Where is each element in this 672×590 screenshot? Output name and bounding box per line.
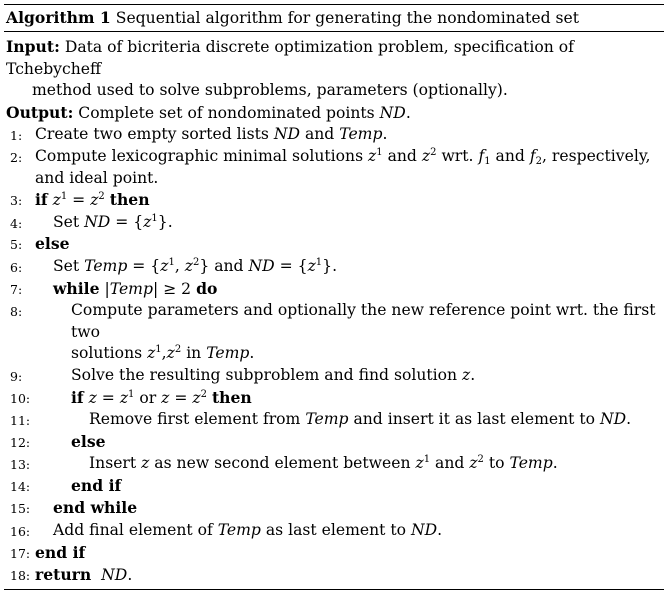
algo-line-3: 3: if $z^1 = z^2$ then: [4, 189, 664, 212]
line-text: and: [382, 146, 422, 165]
line-number: 11:: [10, 413, 31, 429]
math-nd: ND: [84, 212, 111, 231]
math-z: z: [462, 365, 471, 384]
algo-line-12: [4, 431, 664, 454]
math-z: z: [119, 388, 129, 407]
algo-line-17: [4, 542, 664, 565]
keyword-return: return: [35, 565, 92, 585]
keyword-then: then: [211, 387, 252, 407]
line-number: 15:: [10, 501, 31, 517]
algo-line-5: [4, 233, 664, 256]
line-number: 18:: [10, 568, 31, 584]
line-text: to: [483, 454, 510, 473]
line-text: as new second element between: [149, 454, 416, 473]
algo-line-6: 6: Set Temp = {$z^1$, $z^2$} and ND = $\{z^1\}$.: [4, 256, 664, 278]
line-text: Remove first element from: [89, 410, 306, 429]
line-text: Compute parameters and optionally the new reference point wrt. the first two: [71, 301, 656, 341]
input-label: Input:: [6, 37, 60, 56]
math-temp: Temp: [305, 410, 349, 429]
math-nd: ND: [600, 410, 627, 429]
math-temp: Temp: [217, 521, 261, 540]
algo-line-8: 8: Compute parameters and optionally the new reference point wrt. the first two solutions $z^1,z^2$ in Temp.: [4, 300, 664, 365]
math-z: z: [421, 146, 431, 165]
math-temp: Temp: [339, 125, 383, 144]
line-number: 4:: [10, 215, 23, 231]
line-text: solutions: [71, 344, 148, 363]
line-number: 12:: [10, 434, 31, 450]
line-number: 6:: [10, 259, 23, 275]
line-number: 13:: [10, 457, 31, 473]
line-text: and: [490, 146, 530, 165]
algo-line-2: 2: Compute lexicographic minimal solutions $z^1$ and $z^2$ wrt. $f_1$ and $f_2$, respectively, and ideal point.: [4, 146, 664, 189]
math-f: f: [529, 146, 536, 165]
algo-line-7: 7: while |Temp| ≥ 2 do: [4, 278, 664, 301]
line-text: in: [181, 344, 207, 363]
keyword-if: if: [35, 190, 48, 210]
caption-label: Algorithm 1: [6, 8, 111, 27]
line-number: 2:: [10, 149, 23, 165]
line-number: 3:: [10, 193, 23, 209]
algorithm-lines: [4, 124, 664, 588]
line-text: and ideal point.: [35, 168, 159, 187]
line-text: Insert: [89, 454, 142, 473]
math-temp: Temp: [84, 256, 128, 275]
math-z: z: [368, 146, 377, 165]
math-z: z: [192, 388, 201, 407]
math-z: z: [147, 344, 156, 363]
algo-line-1: 1: Create two empty sorted lists ND and Temp.: [4, 124, 664, 146]
math-nd: ND: [248, 256, 275, 275]
math-temp: Temp: [206, 344, 250, 363]
line-number: 10:: [10, 390, 31, 406]
line-number: 1:: [10, 128, 23, 144]
math-z: z: [166, 344, 175, 363]
line-number: 9:: [10, 368, 23, 384]
line-number: 17:: [10, 545, 31, 561]
math-z: z: [415, 454, 424, 473]
math-z: z: [90, 191, 99, 210]
input-text-b: method used to solve subproblems, parameters (optionally).: [32, 81, 508, 100]
algo-line-4: 4: Set ND = $\{z^1\}$.: [4, 212, 664, 234]
keyword-end-if: end if: [71, 475, 122, 495]
algo-line-11: 11: Remove first element from Temp and insert it as last element to ND.: [4, 409, 664, 431]
algo-line-16: 16: Add final element of Temp as last element to ND.: [4, 520, 664, 542]
line-text: and: [430, 454, 470, 473]
keyword-do: do: [196, 278, 218, 298]
line-text: and insert it as last element to: [348, 410, 600, 429]
algo-line-15: [4, 497, 664, 520]
math-z: z: [161, 388, 170, 407]
keyword-if: if: [71, 387, 84, 407]
algorithm-caption: [4, 5, 664, 32]
math-z: z: [52, 191, 61, 210]
line-number: 16:: [10, 524, 31, 540]
line-text: Solve the resulting subproblem and find solution: [71, 365, 463, 384]
algo-line-13: 13: Insert z as new second element between $z^1$ and $z^2$ to Temp.: [4, 453, 664, 475]
line-text: Compute lexicographic minimal solutions: [35, 146, 369, 165]
algo-line-9: 9: Solve the resulting subproblem and find solution z.: [4, 365, 664, 387]
input-row: [6, 36, 664, 102]
math-z: z: [141, 454, 150, 473]
line-number: 7:: [10, 281, 23, 297]
math-z: z: [469, 454, 478, 473]
math-z: z: [307, 256, 316, 275]
math-temp: Temp: [109, 279, 153, 298]
line-text: or: [134, 388, 162, 407]
keyword-end-if: end if: [35, 542, 86, 562]
algo-line-14: [4, 475, 664, 498]
line-number: 8:: [10, 304, 23, 320]
output-nd: ND: [379, 103, 406, 122]
io-block: [4, 32, 664, 124]
keyword-else: else: [71, 431, 106, 451]
line-text: and: [300, 125, 340, 144]
line-text: Set: [53, 256, 85, 275]
algorithm-box: [4, 4, 664, 590]
keyword-while: while: [53, 278, 100, 298]
output-row: Output: Complete set of nondominated points ND.: [6, 102, 411, 122]
line-text: wrt.: [436, 146, 479, 165]
keyword-end-while: end while: [53, 498, 138, 518]
keyword-else: else: [35, 234, 70, 254]
caption-title: Sequential algorithm for generating the nondominated set: [115, 9, 580, 27]
output-label: Output:: [6, 102, 74, 122]
line-text: as last element to: [260, 521, 411, 540]
line-number: 5:: [10, 237, 23, 253]
math-nd: ND: [410, 521, 438, 540]
keyword-then: then: [109, 190, 150, 210]
math-z: z: [184, 256, 193, 275]
output-text: Complete set of nondominated points: [78, 103, 380, 122]
input-text-a: Data of bicriteria discrete optimization problem, specification of Tchebycheff: [6, 38, 574, 78]
line-text: Add final element of: [53, 521, 218, 540]
line-text: , respectively,: [542, 146, 651, 165]
line-text: and: [209, 256, 249, 275]
math-f: f: [478, 146, 485, 165]
math-nd: ND: [101, 566, 128, 585]
algo-line-18: 18: return ND.: [4, 564, 664, 587]
line-text: Set: [53, 212, 85, 231]
math-z: z: [143, 212, 152, 231]
math-z: z: [88, 388, 97, 407]
algo-line-10: 10: if $z = z^1$ or $z = z^2$ then: [4, 387, 664, 410]
line-number: 14:: [10, 478, 31, 494]
math-temp: Temp: [509, 454, 553, 473]
math-z: z: [160, 256, 169, 275]
line-text: Create two empty sorted lists: [35, 125, 274, 144]
math-nd: ND: [273, 125, 300, 144]
